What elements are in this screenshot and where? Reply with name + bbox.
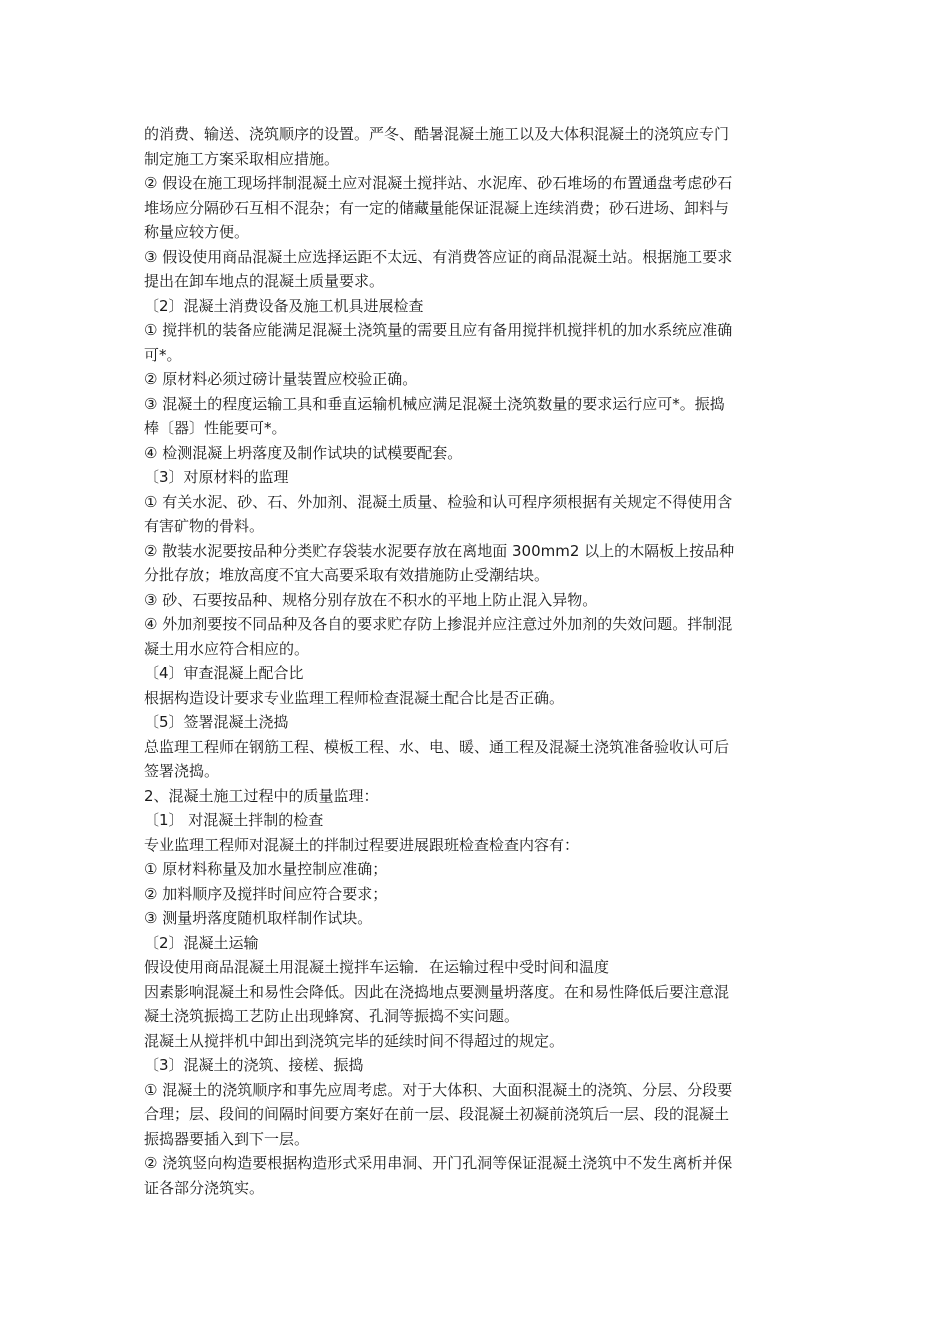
text-line: 〔3〕混凝土的浇筑、接槎、振捣 <box>144 1056 364 1074</box>
text-line: ③ 混凝土的程度运输工具和垂直运输机械应满足混凝土浇筑数量的要求运行应可*。振捣 <box>144 394 725 413</box>
text-line: 提出在卸车地点的混凝土质量要求。 <box>144 272 385 290</box>
text-line: 证各部分浇筑实。 <box>144 1178 265 1197</box>
text-line: 有害矿物的骨料。 <box>144 517 265 535</box>
text-line: 堆场应分隔砂石互相不混杂；有一定的储藏量能保证混凝上连续消费；砂石进场、卸料与 <box>144 198 730 217</box>
text-line: ② 假设在施工现场拌制混凝土应对混凝土搅拌站、水泥库、砂石堆场的布置通盘考虑砂石 <box>144 174 733 192</box>
text-line: 根据构造设计要求专业监理工程师检查混凝土配合比是否正确。 <box>144 688 565 707</box>
text-line: 合理；层、段间的间隔时间要方案好在前一层、段混凝土初凝前浇筑后一层、段的混凝土 <box>144 1105 730 1123</box>
text-line: 〔2〕混凝土消费设备及施工机具进展检查 <box>144 296 424 315</box>
text-line: 分批存放；堆放高度不宜大高要采取有效措施防止受潮结块。 <box>144 566 550 584</box>
text-line: 签署浇捣。 <box>144 762 220 780</box>
text-line: 制定施工方案采取相应措施。 <box>144 149 340 168</box>
text-line: ① 搅拌机的装备应能满足混凝土浇筑量的需要且应有备用搅拌机搅拌机的加水系统应准确 <box>144 321 733 339</box>
text-line: 〔5〕签署混凝土浇捣 <box>144 713 289 731</box>
text-line: ① 有关水泥、砂、石、外加剂、混凝土质量、检验和认可程序须根据有关规定不得使用含 <box>144 492 733 511</box>
text-line: ② 散装水泥要按品种分类贮存袋装水泥要存放在离地面 300mm2 以上的木隔板上按品种 <box>144 541 735 560</box>
text-line: 混凝土从搅拌机中卸出到浇筑完毕的延续时间不得超过的规定。 <box>144 1031 565 1050</box>
text-line: 〔1〕 对混凝土拌制的检查 <box>144 811 324 829</box>
document-body <box>144 122 814 1200</box>
text-line: 棒〔器〕性能要可*。 <box>144 419 287 437</box>
text-line: ③ 砂、石要按品种、规格分别存放在不积水的平地上防止混入异物。 <box>144 590 598 609</box>
text-line: 专业监理工程师对混凝土的拌制过程要进展跟班检查检查内容有： <box>144 835 580 854</box>
text-line: 的消费、输送、浇筑顺序的设置。严冬、酷暑混凝土施工以及大体积混凝土的浇筑应专门 <box>144 125 730 143</box>
text-line: 因素影响混凝土和易性会降低。因此在浇捣地点要测量坍落度。在和易性降低后要注意混 <box>144 982 730 1001</box>
text-line: 可*。 <box>144 345 182 364</box>
text-line: ④ 检测混凝上坍落度及制作试块的试模要配套。 <box>144 443 463 462</box>
text-line: 振捣器要插入到下一层。 <box>144 1129 310 1148</box>
text-line: 2、混凝土施工过程中的质量监理： <box>144 786 379 805</box>
text-line: ① 原材料称量及加水量控制应准确； <box>144 860 388 878</box>
text-line: ① 混凝土的浇筑顺序和事先应周考虑。对于大体积、大面积混凝土的浇筑、分层、分段要 <box>144 1080 733 1099</box>
text-line: 总监理工程师在钢筋工程、模板工程、水、电、暖、通工程及混凝土浇筑准备验收认可后 <box>144 737 730 756</box>
text-line: ③ 测量坍落度随机取样制作试块。 <box>144 909 373 927</box>
text-line: 〔4〕审查混凝上配合比 <box>144 664 304 682</box>
text-line: 〔2〕混凝土运输 <box>144 933 259 952</box>
text-line: ② 浇筑竖向构造要根据构造形式采用串洞、开门孔洞等保证混凝土浇筑中不发生离析并保 <box>144 1154 733 1172</box>
text-line: ② 加料顺序及搅拌时间应符合要求； <box>144 884 388 903</box>
text-line: 〔3〕对原材料的监理 <box>144 468 289 486</box>
text-line: 凝土用水应符合相应的。 <box>144 639 310 658</box>
text-line: ④ 外加剂要按不同品种及各自的要求贮存防上掺混并应注意过外加剂的失效问题。拌制混 <box>144 615 733 633</box>
text-line: 假设使用商品混凝土用混凝土搅拌车运输．在运输过程中受时间和温度 <box>144 958 610 976</box>
text-line: ② 原材料必须过磅计量装置应校验正确。 <box>144 370 418 388</box>
text-line: 称量应较方便。 <box>144 223 250 241</box>
text-line: ③ 假设使用商品混凝土应选择运距不太远、有消费答应证的商品混凝土站。根据施工要求 <box>144 247 733 266</box>
text-line: 凝土浇筑振捣工艺防止出现蜂窝、孔洞等振捣不实问题。 <box>144 1007 520 1025</box>
